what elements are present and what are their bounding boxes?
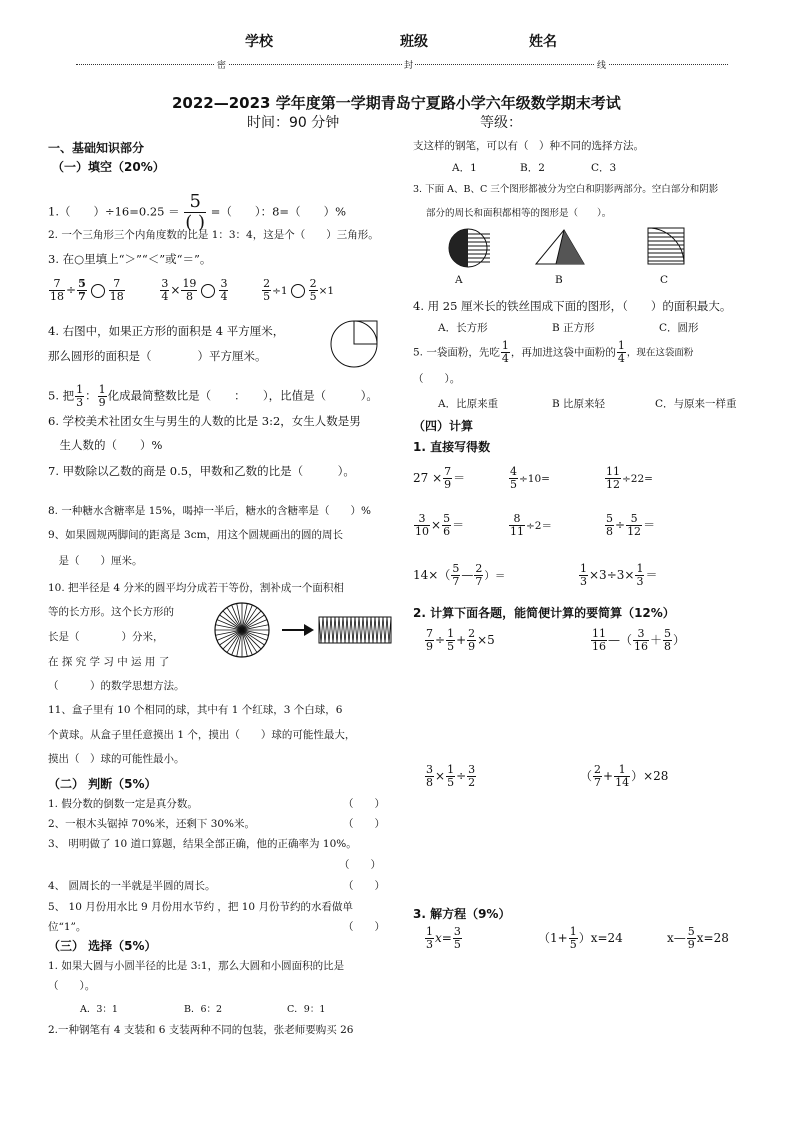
choice-2-option-b[interactable]: B．2 bbox=[520, 162, 545, 174]
judge-2: 2、一根木头锯掉 70%米，还剩下 30%米。 bbox=[48, 818, 256, 830]
figure-b bbox=[534, 228, 586, 266]
choice-1-option-b[interactable]: B．6：2 bbox=[184, 1004, 223, 1015]
q3: 3. 在○里填上“＞”“＜”或“＝”。 bbox=[48, 252, 212, 266]
seal-char-3: 线 bbox=[595, 58, 608, 71]
q7: 7. 甲数除以乙数的商是 0.5，甲数和乙数的比是（ ）。 bbox=[48, 464, 355, 478]
q9-line1: 9、如果圆规两脚间的距离是 3cm，用这个圆规画出的圆的周长 bbox=[48, 529, 344, 541]
q2: 2. 一个三角形三个内角度数的比是 1：3：4，这是个（ ）三角形。 bbox=[48, 229, 379, 241]
equation-1: $\frac{1}{3}$ x= $\frac{3}{5}$ bbox=[426, 925, 461, 951]
choice-5-line2: （ ）。 bbox=[413, 373, 461, 385]
expr-4: （ $\frac{2}{7}$ + $\frac{1}{14}$ ）×28 bbox=[580, 763, 669, 789]
direct-3a: 14×（ $\frac{5}{7}$ — $\frac{2}{7}$ ）＝ bbox=[413, 562, 506, 588]
choice-3-line1: 3. 下面 A、B、C 三个图形都被分为空白和阴影两部分。空白部分和阴影 bbox=[413, 184, 719, 195]
q10-line5: （ ）的数学思想方法。 bbox=[48, 680, 185, 692]
equation-3: x— $\frac{5}{9}$ x=28 bbox=[667, 925, 729, 951]
name-label: 姓名 bbox=[529, 34, 557, 50]
class-label: 班级 bbox=[400, 34, 428, 50]
q9-line2: 是（ ）厘米。 bbox=[48, 555, 143, 567]
seal-char-2: 封 bbox=[402, 58, 415, 71]
choice-5-line1: 5. 一袋面粉，先吃 $\frac{1}{4}$ ，再加进这袋中面粉的 $\frac{1}{4}$ ，现在这袋面粉 bbox=[413, 339, 694, 365]
choice-2-option-c[interactable]: C．3 bbox=[591, 162, 617, 174]
choice-1-option-a[interactable]: A．3：1 bbox=[80, 1004, 118, 1015]
judge-3-paren[interactable]: （ ） bbox=[339, 859, 381, 871]
direct-3b: $\frac{1}{3}$ ×3÷3× $\frac{1}{3}$ ＝ bbox=[580, 562, 658, 588]
grade-label: 等级： bbox=[480, 115, 522, 131]
judge-4: 4、 圆周长的一半就是半圆的周长。 bbox=[48, 880, 216, 892]
direct-2c: $\frac{5}{8}$ ÷ $\frac{5}{12}$ ＝ bbox=[606, 512, 656, 538]
equation-2: （1+ $\frac{1}{5}$ ）x=24 bbox=[538, 925, 623, 951]
rearranged-rectangle-figure bbox=[318, 612, 392, 648]
calc-title: （四）计算 bbox=[413, 419, 474, 433]
q8: 8. 一种糖水含糖率是 15%，喝掉一半后，糖水的含糖率是（ ）% bbox=[48, 505, 372, 517]
direct-1c: $\frac{11}{12}$ ÷22= bbox=[606, 465, 653, 491]
judge-1: 1. 假分数的倒数一定是真分数。 bbox=[48, 798, 198, 810]
expr-3: $\frac{3}{8}$ × $\frac{1}{5}$ ÷ $\frac{3}{2}$ bbox=[426, 763, 476, 789]
judge-3: 3、 明明做了 10 道口算题，结果全部正确，他的正确率为 10%。 bbox=[48, 838, 357, 850]
q4-line1: 4. 右图中，如果正方形的面积是 4 平方厘米， bbox=[48, 324, 285, 338]
sliced-circle-figure bbox=[212, 600, 272, 660]
arrow-icon bbox=[282, 624, 314, 636]
exam-title: 2022—2023 学年度第一学期青岛宁夏路小学六年级数学期末考试 bbox=[172, 94, 621, 112]
judge-title: （二） 判断（5%） bbox=[48, 777, 157, 791]
fill-title: （一）填空（20%） bbox=[52, 160, 165, 174]
figure-c bbox=[646, 226, 688, 268]
choice-5-option-a[interactable]: A．比原来重 bbox=[438, 398, 499, 410]
q11-line3: 摸出（ ）球的可能性最小。 bbox=[48, 753, 185, 765]
direct-1b: $\frac{4}{5}$ ÷10= bbox=[510, 465, 550, 491]
choice-5-option-b[interactable]: B 比原来轻 bbox=[552, 398, 606, 410]
choice-2-option-a[interactable]: A．1 bbox=[452, 162, 477, 174]
choice-3-line2: 部分的周长和面积都相等的图形是（ ）。 bbox=[426, 208, 612, 219]
choice-4: 4. 用 25 厘米长的铁丝围成下面的图形，（ ）的面积最大。 bbox=[413, 299, 732, 313]
q3-comparisons: $\frac{7}{18}$ ÷ $\frac{5}{7}$ $\frac{7}{18}$ $\frac{3}{4}$ × $\frac{19}{8}$ $\frac{3}{4}$ $\frac{2}{5}$ ÷1 $\frac{2}{5}$ ×1 bbox=[50, 277, 335, 303]
choice-title: （三） 选择（5%） bbox=[48, 939, 157, 953]
q1-fraction: $\frac{5}{( )}$ bbox=[185, 191, 206, 233]
judge-5-line2: 位“1”。 bbox=[48, 921, 87, 933]
judge-4-paren[interactable]: （ ） bbox=[343, 880, 385, 892]
choice-2-line1: 2.一种钢笔有 4 支装和 6 支装两种不同的包装，张老师要购买 26 bbox=[48, 1024, 354, 1036]
choice-1-line1: 1. 如果大圆与小圆半径的比是 3:1，那么大圆和小圆面积的比是 bbox=[48, 960, 345, 972]
choice-4-option-a[interactable]: A．长方形 bbox=[438, 322, 488, 334]
judge-5-line1: 5、 10 月份用水比 9 月份用水节约 ，把 10 月份节约的水看做单 bbox=[48, 901, 353, 913]
judge-2-paren[interactable]: （ ） bbox=[343, 818, 385, 830]
q10-line2: 等的长方形。这个长方形的 bbox=[48, 606, 174, 618]
judge-5-paren[interactable]: （ ） bbox=[343, 921, 385, 933]
choice-1-line2: （ ）。 bbox=[48, 980, 96, 992]
choice-5-option-c[interactable]: C．与原来一样重 bbox=[655, 398, 737, 410]
direct-calc-title: 1. 直接写得数 bbox=[413, 440, 491, 454]
choice-1-option-c[interactable]: C．9：1 bbox=[287, 1004, 326, 1015]
figure-c-label: C bbox=[660, 274, 669, 286]
judge-1-paren[interactable]: （ ） bbox=[343, 798, 385, 810]
time-label: 时间：90 分钟 bbox=[247, 115, 340, 131]
circle-square-figure bbox=[326, 318, 386, 370]
seal-char-1: 密 bbox=[215, 58, 228, 71]
q1: 1.（ ）÷16=0.25 ＝ $\frac{5}{( )}$ =（ ）：8=（ ）% bbox=[48, 191, 346, 233]
q6-line2: 生人数的（ ）% bbox=[48, 438, 163, 452]
expr-1: $\frac{7}{9}$ ÷ $\frac{1}{5}$ + $\frac{2}{9}$ ×5 bbox=[426, 627, 495, 653]
q10-line3: 长是（ ）分米， bbox=[48, 631, 164, 643]
q5: 5. 把 $\frac{1}{3}$ ： $\frac{1}{9}$ 化成最简整数比是（ ： ），比值是（ ）。 bbox=[48, 383, 378, 409]
q11-line1: 11、盒子里有 10 个相同的球，其中有 1 个红球，3 个白球，6 bbox=[48, 704, 343, 716]
school-label: 学校 bbox=[245, 34, 273, 50]
figure-a-label: A bbox=[455, 274, 463, 286]
figure-a bbox=[446, 226, 490, 270]
part1-title: 一、基础知识部分 bbox=[48, 141, 145, 155]
q10-line4: 在 探 究 学 习 中 运 用 了 bbox=[48, 656, 170, 668]
direct-2a: $\frac{3}{10}$ × $\frac{5}{6}$ ＝ bbox=[415, 512, 465, 538]
calc2-title: 2. 计算下面各题，能简便计算的要简算（12%） bbox=[413, 606, 675, 620]
q4-line2: 那么圆形的面积是（ ）平方厘米。 bbox=[48, 349, 267, 363]
q11-line2: 个黄球。从盒子里任意摸出 1 个，摸出（ ）球的可能性最大， bbox=[48, 729, 356, 741]
choice-2-line2: 支这样的钢笔，可以有（ ）种不同的选择方法。 bbox=[413, 140, 644, 152]
figure-b-label: B bbox=[555, 274, 563, 286]
q6-line1: 6. 学校美术社团女生与男生的人数的比是 3:2，女生人数是男 bbox=[48, 414, 361, 428]
choice-4-option-b[interactable]: B 正方形 bbox=[552, 322, 595, 334]
equation-title: 3. 解方程（9%） bbox=[413, 907, 511, 921]
direct-1a: 27 × $\frac{7}{9}$ ＝ bbox=[413, 465, 466, 491]
q10-line1: 10. 把半径是 4 分米的圆平均分成若干等份，割补成一个面积相 bbox=[48, 582, 344, 594]
choice-4-option-c[interactable]: C．圆形 bbox=[659, 322, 699, 334]
direct-2b: $\frac{8}{11}$ ÷2＝ bbox=[510, 512, 552, 538]
expr-2: $\frac{11}{16}$ —（ $\frac{3}{16}$ ＋ $\frac{5}{8}$ ） bbox=[592, 627, 686, 653]
